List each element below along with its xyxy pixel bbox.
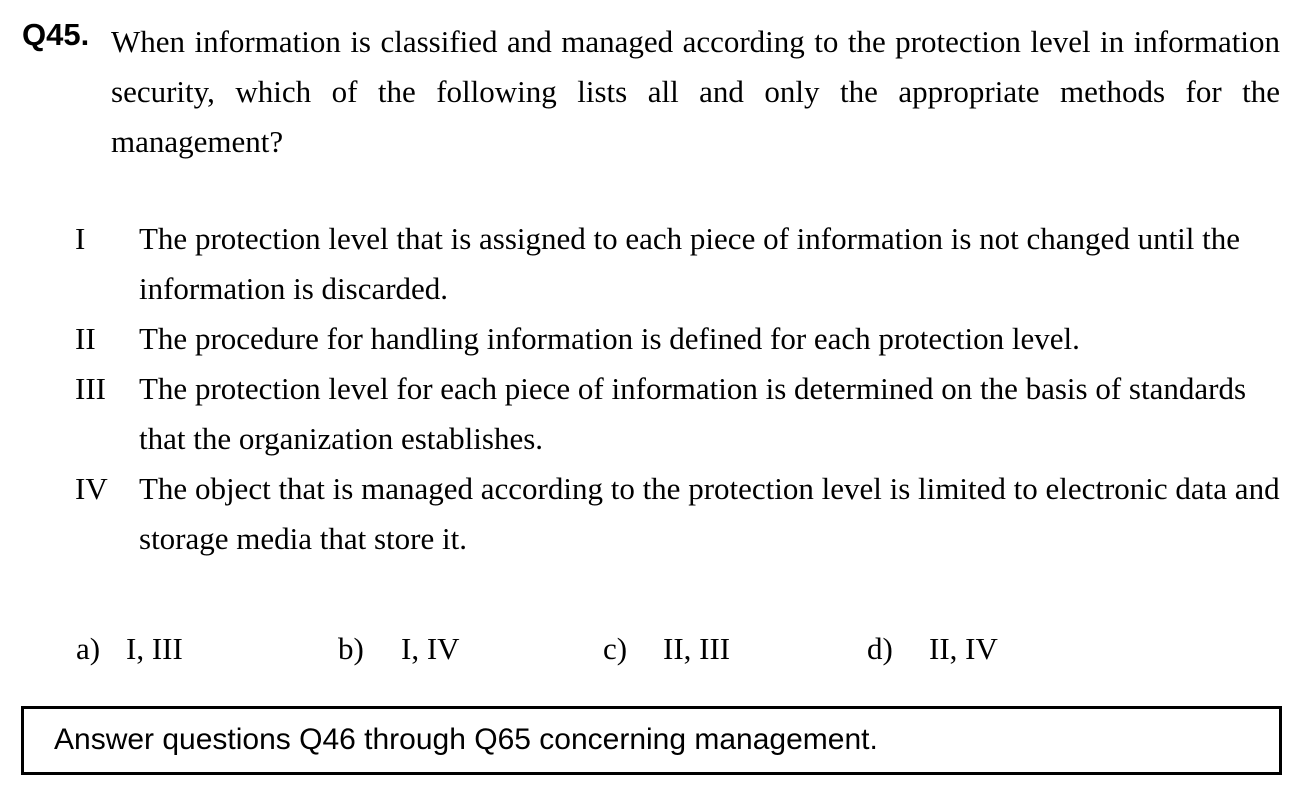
statement-numeral: I — [75, 221, 86, 256]
choice-value: II, IV — [929, 631, 998, 666]
choice-letter: d) — [867, 631, 893, 666]
statement-numeral: IV — [75, 471, 108, 506]
section-notice-text: Answer questions Q46 through Q65 concerning management. — [54, 723, 878, 756]
statement-text: The protection level that is assigned to each piece of information is not changed until the information is discarded. — [139, 221, 1241, 306]
statement-text: The object that is managed according to the protection level is limited to electronic data and storage media that store it. — [139, 471, 1280, 556]
choice-letter: a) — [76, 631, 101, 666]
choice-value: I, IV — [401, 631, 460, 666]
choice-letter: c) — [603, 631, 628, 666]
question-text: When information is classified and managed according to the protection level in information security, which of the following lists all and only the appropriate methods for the management? — [111, 24, 1280, 159]
statement-numeral: III — [75, 371, 106, 406]
statement-text: The protection level for each piece of information is determined on the basis of standards that the organization establishes. — [139, 371, 1247, 456]
section-notice-box — [21, 706, 1282, 775]
question-number: Q45. — [22, 17, 90, 52]
statement-numeral: II — [75, 321, 96, 356]
choice-letter: b) — [338, 631, 364, 666]
choice-value: I, III — [126, 631, 183, 666]
choice-value: II, III — [663, 631, 731, 666]
statement-text: The procedure for handling information is defined for each protection level. — [139, 321, 1080, 356]
